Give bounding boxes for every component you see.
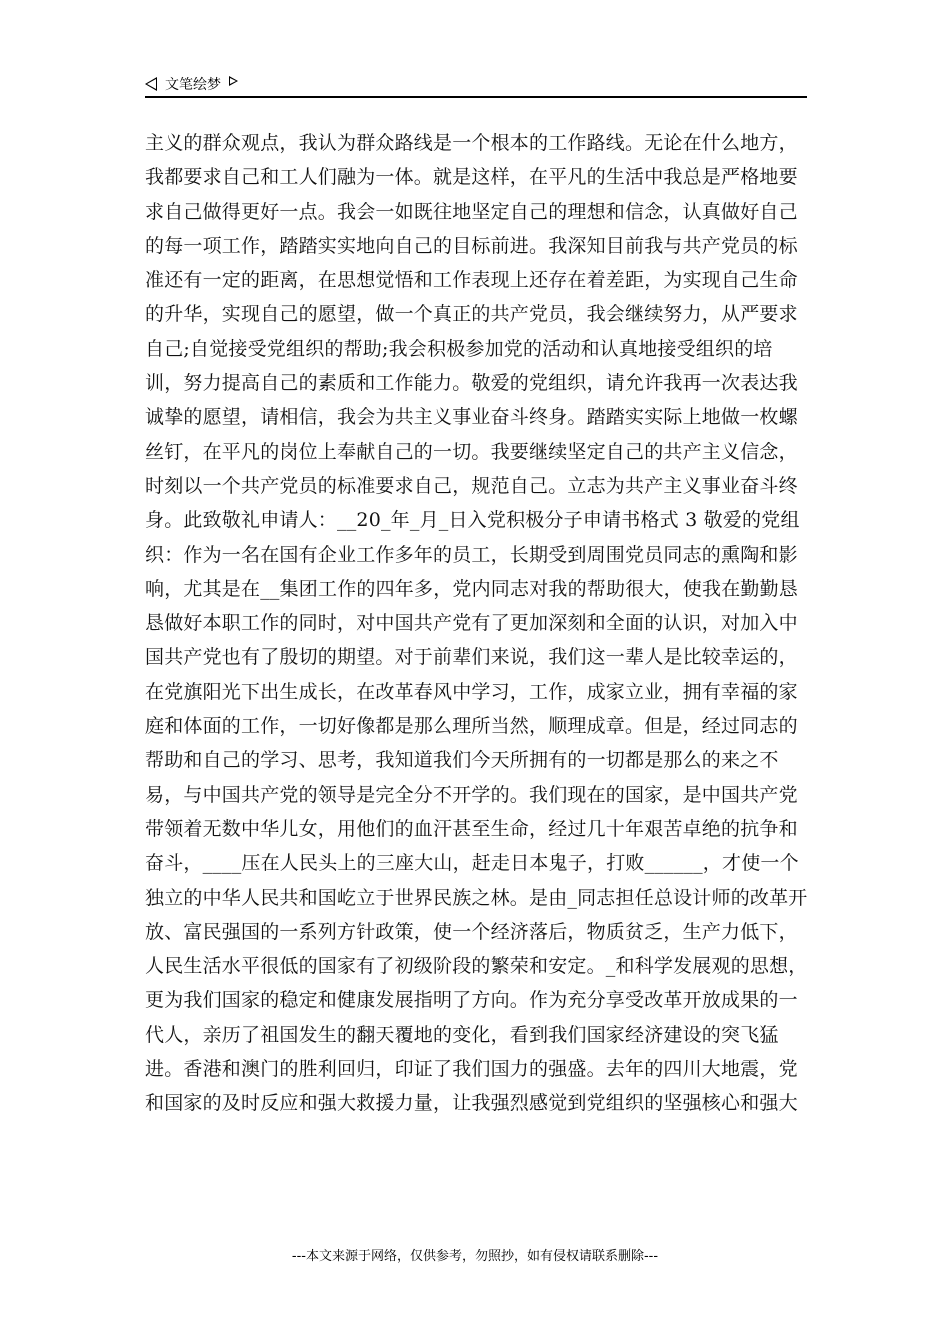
body-line: 主义的群众观点，我认为群众路线是一个根本的工作路线。无论在什么地方， [145, 132, 798, 154]
body-line: 的每一项工作，踏踏实实地向自己的目标前进。我深知目前我与共产党员的标 [145, 234, 798, 257]
body-line: 诚挚的愿望，请相信，我会为共主义事业奋斗终身。踏踏实实际上地做一枚螺 [145, 406, 798, 429]
body-line: 响，尤其是在__集团工作的四年多，党内同志对我的帮助很大，使我在勤勤恳 [145, 577, 799, 600]
body-line: 求自己做得更好一点。我会一如既往地坚定自己的理想和信念，认真做好自己 [145, 200, 798, 223]
body-line: 奋斗，____压在人民头上的三座大山，赶走日本鬼子，打败______，才使一个 [145, 852, 799, 875]
body-line: 更为我们国家的稳定和健康发展指明了方向。作为充分享受改革开放成果的一 [145, 989, 798, 1012]
body-line: 我都要求自己和工人们融为一体。就是这样，在平凡的生活中我总是严格地要 [145, 166, 798, 189]
body-line: 易，与中国共产党的领导是完全分不开学的。我们现在的国家，是中国共产党 [145, 783, 798, 806]
body-line: 独立的中华人民共和国屹立于世界民族之林。是由_同志担任总设计师的改革开 [145, 886, 808, 909]
body-line: 自己;自觉接受党组织的帮助;我会积极参加党的活动和认真地接受组织的培 [145, 337, 773, 360]
header-brand [145, 74, 238, 94]
body-line: 的升华，实现自己的愿望，做一个真正的共产党员，我会继续努力，从严要求 [145, 303, 798, 326]
page-header [145, 74, 807, 98]
body-line: 训，努力提高自己的素质和工作能力。敬爱的党组织，请允许我再一次表达我 [145, 372, 798, 395]
document-body [145, 126, 810, 1121]
body-line: 国共产党也有了殷切的期望。对于前辈们来说，我们这一辈人是比较幸运的， [145, 646, 798, 669]
body-line: 进。香港和澳门的胜利回归，印证了我们国力的强盛。去年的四川大地震，党 [145, 1058, 798, 1081]
body-line: 时刻以一个共产党员的标准要求自己，规范自己。立志为共产主义事业奋斗终 [145, 474, 798, 497]
body-line: 织：作为一名在国有企业工作多年的员工，长期受到周围党员同志的熏陶和影 [145, 543, 798, 566]
triangle-right-icon [229, 76, 238, 86]
body-line: 带领着无数中华儿女，用他们的血汗甚至生命，经过几十年艰苦卓绝的抗争和 [145, 817, 798, 840]
triangle-left-icon [145, 77, 157, 91]
body-line: 庭和体面的工作，一切好像都是那么理所当然，顺理成章。但是，经过同志的 [145, 715, 798, 738]
page-footer: ---本文来源于网络，仅供参考，勿照抄，如有侵权请联系删除--- [291, 1249, 659, 1264]
body-line: 放、富民强国的一系列方针政策，使一个经济落后，物质贫乏，生产力低下， [145, 920, 798, 943]
header-brand-label: 文笔绘梦 [165, 77, 221, 93]
body-line: 准还有一定的距离，在思想觉悟和工作表现上还存在着差距，为实现自己生命 [145, 269, 798, 292]
body-line: 人民生活水平很低的国家有了初级阶段的繁荣和安定。_和科学发展观的思想， [145, 955, 808, 978]
body-line: 恳做好本职工作的同时，对中国共产党有了更加深刻和全面的认识，对加入中 [145, 612, 798, 635]
body-line: 丝钉，在平凡的岗位上奉献自己的一切。我要继续坚定自己的共产主义信念， [145, 440, 798, 463]
body-line: 身。此致敬礼申请人：__20_年_月_日入党积极分子申请书格式 3 敬爱的党组 [145, 509, 800, 532]
body-line: 代人，亲历了祖国发生的翻天覆地的变化，看到我们国家经济建设的突飞猛 [145, 1023, 779, 1046]
body-line: 和国家的及时反应和强大救援力量，让我强烈感觉到党组织的坚强核心和强大 [145, 1092, 798, 1115]
body-line: 在党旗阳光下出生成长，在改革春风中学习，工作，成家立业，拥有幸福的家 [145, 680, 798, 703]
body-line: 帮助和自己的学习、思考，我知道我们今天所拥有的一切都是那么的来之不 [145, 749, 779, 772]
